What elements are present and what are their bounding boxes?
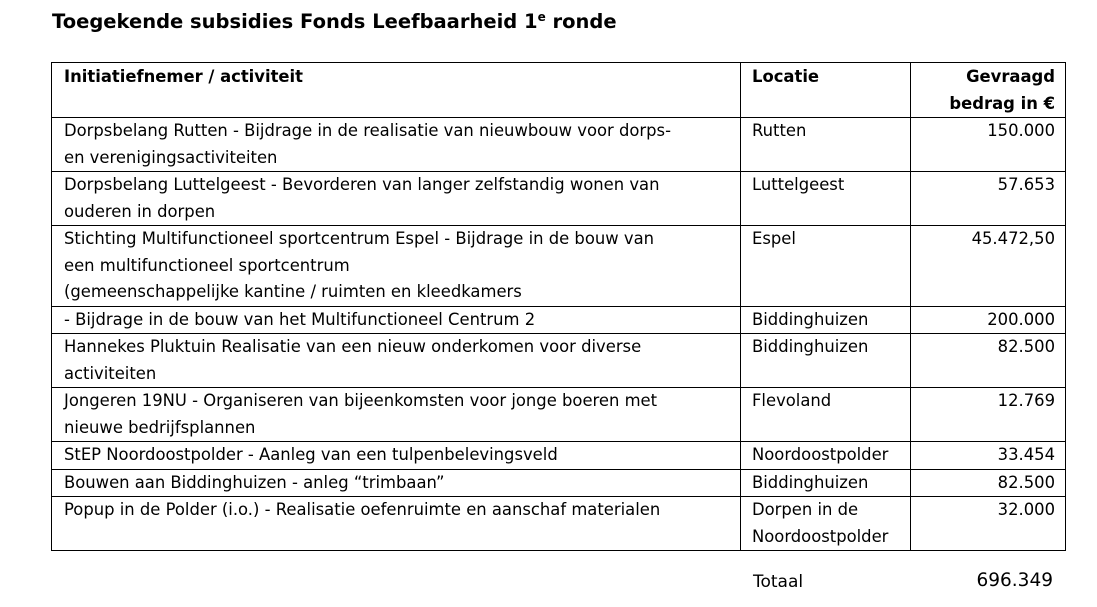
initiator-line: StEP Noordoostpolder - Aanleg van een tulpenbelevingsveld <box>64 445 558 464</box>
initiator-line: en verenigingsactiviteiten <box>64 147 278 167</box>
cell-amount: 82.500 <box>911 334 1066 388</box>
cell-amount: 45.472,50 <box>911 226 1066 307</box>
cell-location <box>741 469 911 497</box>
table-row <box>52 442 1066 470</box>
cell-initiator <box>52 334 741 388</box>
cell-initiator <box>52 306 741 334</box>
table-row <box>52 469 1066 497</box>
initiator-line: (gemeenschappelijke kantine / ruimten en kleedkamers <box>64 282 522 301</box>
table-row <box>52 388 1066 442</box>
initiator-line: activiteiten <box>64 363 157 383</box>
location-line: Luttelgeest <box>752 175 845 194</box>
initiator-line: Jongeren 19NU - Organiseren van bijeenkomsten voor jonge boeren met <box>64 391 658 410</box>
initiator-line: Popup in de Polder (i.o.) - Realisatie oefenruimte en aanschaf materialen <box>64 500 661 519</box>
location-line: Biddinghuizen <box>752 309 869 329</box>
table-header-row <box>52 63 1066 118</box>
cell-amount: 57.653 <box>911 172 1066 226</box>
cell-location <box>741 497 911 551</box>
cell-initiator <box>52 469 741 497</box>
initiator-line: een multifunctioneel sportcentrum <box>64 255 350 275</box>
cell-amount: 200.000 <box>911 306 1066 334</box>
initiator-line: Stichting Multifunctioneel sportcentrum Espel - Bijdrage in de bouw van <box>64 229 654 248</box>
location-line: Espel <box>752 229 796 248</box>
cell-initiator <box>52 172 741 226</box>
location-line: Biddinghuizen <box>752 337 869 356</box>
location-line: Noordoostpolder <box>752 526 889 546</box>
cell-location <box>741 334 911 388</box>
location-line: Noordoostpolder <box>752 445 889 464</box>
location-line: Dorpen in de <box>752 500 859 519</box>
cell-initiator <box>52 388 741 442</box>
title-tail: ronde <box>545 10 617 33</box>
page-title <box>52 10 617 33</box>
total-value: 696.349 <box>976 570 1053 591</box>
location-line: Biddinghuizen <box>752 472 869 492</box>
table-row <box>52 118 1066 172</box>
cell-amount: 12.769 <box>911 388 1066 442</box>
initiator-line: Dorpsbelang Rutten - Bijdrage in de realisatie van nieuwbouw voor dorps- <box>64 121 672 140</box>
table-row <box>52 497 1066 551</box>
location-line: Rutten <box>752 121 807 140</box>
initiator-line: nieuwe bedrijfsplannen <box>64 417 256 437</box>
subsidies-table <box>51 62 1066 551</box>
cell-amount: 82.500 <box>911 469 1066 497</box>
cell-location <box>741 388 911 442</box>
table-row <box>52 334 1066 388</box>
table-row <box>52 226 1066 307</box>
total-label: Totaal <box>753 572 804 592</box>
initiator-line: Dorpsbelang Luttelgeest - Bevorderen van langer zelfstandig wonen van <box>64 175 660 194</box>
header-amount <box>911 63 1066 118</box>
initiator-line: Hannekes Pluktuin Realisatie van een nieuw onderkomen voor diverse <box>64 337 642 356</box>
header-amount-line2: bedrag in € <box>949 93 1055 113</box>
cell-location <box>741 226 911 307</box>
cell-initiator <box>52 226 741 307</box>
cell-initiator <box>52 442 741 470</box>
initiator-line: ouderen in dorpen <box>64 201 216 221</box>
cell-location <box>741 172 911 226</box>
cell-initiator <box>52 118 741 172</box>
title-main: Toegekende subsidies Fonds Leefbaarheid 1 <box>52 10 538 33</box>
header-location: Locatie <box>741 63 911 118</box>
table-body <box>52 118 1066 551</box>
location-line: Flevoland <box>752 391 832 410</box>
table-row <box>52 172 1066 226</box>
cell-amount: 150.000 <box>911 118 1066 172</box>
cell-location <box>741 118 911 172</box>
cell-location <box>741 442 911 470</box>
cell-initiator <box>52 497 741 551</box>
cell-amount: 32.000 <box>911 497 1066 551</box>
initiator-line: Bouwen aan Biddinghuizen - anleg “trimbaan” <box>64 472 445 492</box>
header-initiator: Initiatiefnemer / activiteit <box>52 63 741 118</box>
initiator-line: - Bijdrage in de bouw van het Multifunctioneel Centrum 2 <box>64 309 536 329</box>
table-row <box>52 306 1066 334</box>
title-superscript: e <box>537 10 546 24</box>
cell-amount: 33.454 <box>911 442 1066 470</box>
cell-location <box>741 306 911 334</box>
header-amount-line1: Gevraagd <box>966 67 1055 86</box>
